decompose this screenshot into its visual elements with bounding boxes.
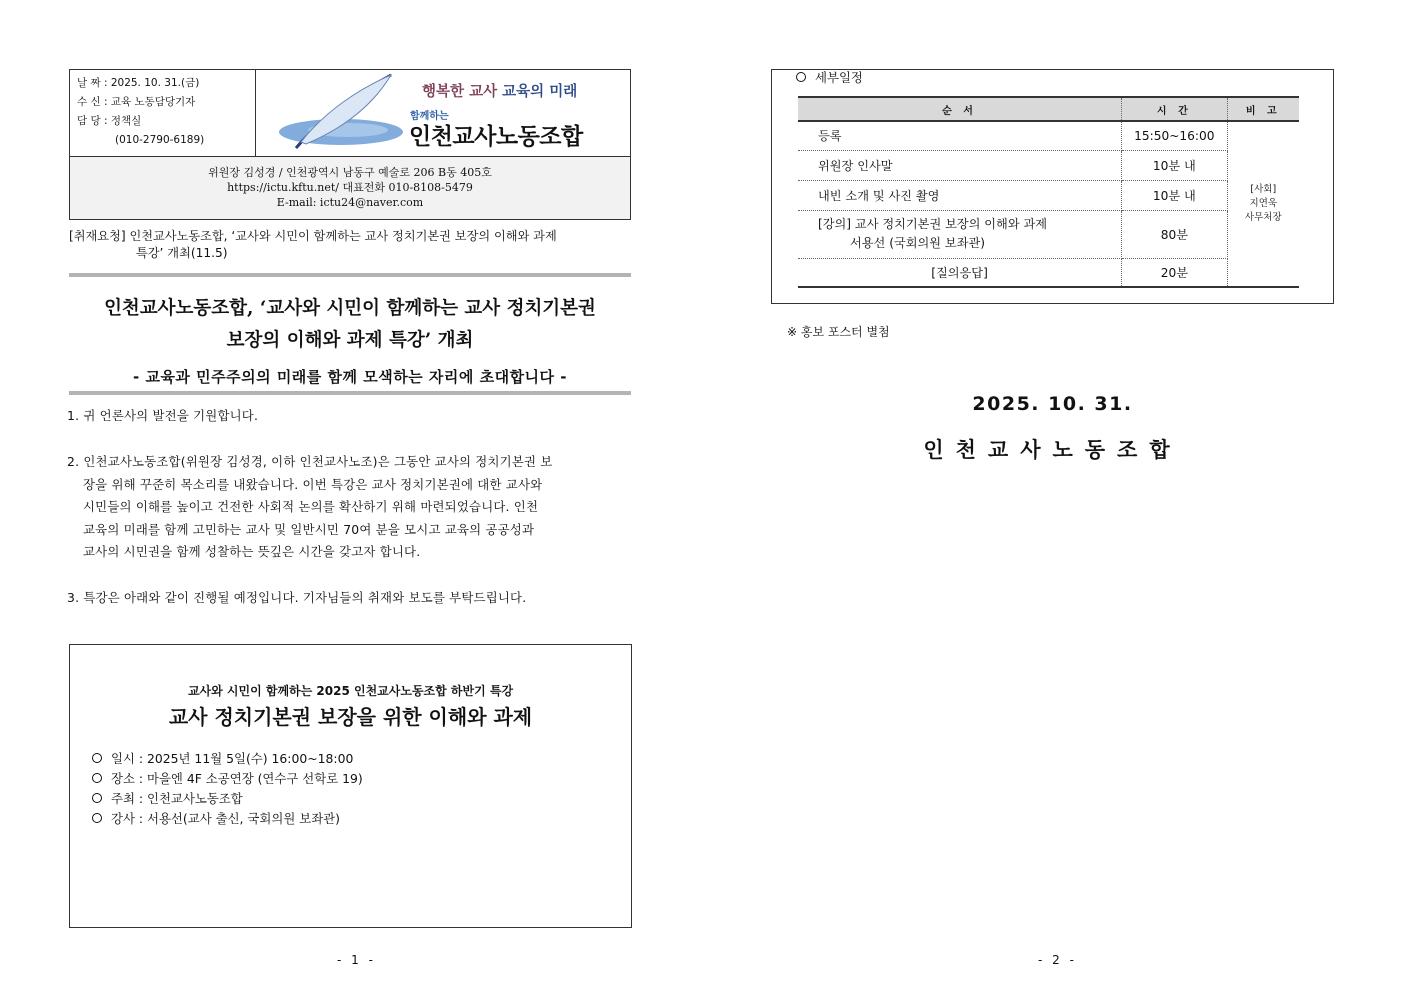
note-line: [사회] xyxy=(1250,184,1277,195)
main-title xyxy=(69,293,631,357)
table-row xyxy=(798,210,1299,258)
circle-bullet-icon xyxy=(92,753,102,763)
email: E-mail: ictu24@naver.com xyxy=(276,196,424,209)
body-paragraph-1: 1. 귀 언론사의 발전을 기원합니다. xyxy=(67,408,259,423)
circle-bullet-icon xyxy=(92,813,102,823)
event-item-datetime xyxy=(92,749,363,769)
request-line-2: 특강’ 개최(11.5) xyxy=(136,246,228,260)
event-item-text: 강사 : 서용선(교사 출신, 국회의원 보좌관) xyxy=(111,811,340,826)
table-header-row xyxy=(798,97,1299,121)
body-p2-line: 교사의 시민권을 함께 성찰하는 뜻깊은 시간을 갖고자 합니다. xyxy=(83,544,421,560)
circle-bullet-icon xyxy=(92,793,102,803)
circle-bullet-icon xyxy=(796,72,806,82)
header-recipient: 수 신 : 교육 노동담당기자 xyxy=(77,96,196,108)
note-line: 사무처장 xyxy=(1244,212,1282,223)
body-paragraph-2 xyxy=(67,451,637,564)
event-item-place xyxy=(92,769,363,789)
cell-time: 80분 xyxy=(1122,210,1227,258)
schedule-box xyxy=(771,69,1334,304)
release-date: 2025. 10. 31. xyxy=(972,393,1133,415)
poster-note: ※ 홍보 포스터 별첨 xyxy=(787,325,890,339)
logo-small-text: 함께하는 xyxy=(410,111,449,122)
cell-note xyxy=(1227,121,1299,287)
cell-time: 10분 내 xyxy=(1122,150,1227,180)
cell-order-line-2: 서용선 (국회의원 보좌관) xyxy=(850,236,985,250)
header-phone: (010-2790-6189) xyxy=(115,134,205,146)
main-title-line-1: 인천교사노동조합, ‘교사와 시민이 함께하는 교사 정치기본권 xyxy=(104,298,596,319)
event-title: 교사 정치기본권 보장을 위한 이해와 과제 xyxy=(168,705,533,729)
slogan-part2: 교육의 미래 xyxy=(502,84,578,100)
press-header-box xyxy=(69,69,631,220)
org-signature: 인천교사노동조합 xyxy=(923,438,1182,462)
col-header-time: 시 간 xyxy=(1122,97,1227,121)
logo-org-name: 인천교사노동조합 xyxy=(409,124,583,150)
table-row xyxy=(798,180,1299,210)
divider-bottom xyxy=(69,391,631,395)
header-info xyxy=(70,70,256,156)
divider-top xyxy=(69,273,631,277)
body-p2-line: 교육의 미래를 함께 고민하는 교사 및 일반시민 70여 분을 모시고 교육의 공공성과 xyxy=(83,521,535,537)
table-row xyxy=(798,150,1299,180)
slogan-part1: 행복한 교사 xyxy=(422,84,498,100)
schedule-heading xyxy=(796,68,863,86)
event-item-host xyxy=(92,789,363,809)
slogan xyxy=(422,80,577,101)
header-manager: 담 당 : 정책실 xyxy=(77,115,142,127)
circle-bullet-icon xyxy=(92,773,102,783)
schedule-heading-text: 세부일정 xyxy=(815,70,863,85)
event-details xyxy=(92,749,363,829)
event-item-text: 일시 : 2025년 11월 5일(수) 16:00~18:00 xyxy=(111,751,354,766)
cell-order-line-1: [강의] 교사 정치기본권 보장의 이해와 과제 xyxy=(818,217,1048,231)
body-p2-line: 시민들의 이해를 높이고 건전한 사회적 논의를 확산하기 위해 마련되었습니다. 인천 xyxy=(83,499,539,515)
table-row xyxy=(798,258,1299,287)
address: 위원장 김성경 / 인천광역시 남동구 예술로 206 B동 405호 xyxy=(208,166,492,179)
cell-order: 등록 xyxy=(798,121,1122,150)
table-row xyxy=(798,121,1299,150)
main-title-line-2: 보장의 이해와 과제 특강’ 개최 xyxy=(226,330,474,351)
cell-time: 10분 내 xyxy=(1122,180,1227,210)
website-phone: https://ictu.kftu.net/ 대표전화 010-8108-5479 xyxy=(227,181,473,194)
col-header-note: 비 고 xyxy=(1227,97,1299,121)
union-logo xyxy=(256,70,630,156)
event-subtitle: 교사와 시민이 함께하는 2025 인천교사노동조합 하반기 특강 xyxy=(187,684,514,698)
event-item-speaker xyxy=(92,809,363,829)
event-box xyxy=(69,644,632,928)
cell-time: 15:50~16:00 xyxy=(1122,121,1227,150)
event-item-text: 주최 : 인천교사노동조합 xyxy=(111,791,243,806)
cell-order: 내빈 소개 및 사진 촬영 xyxy=(798,180,1122,210)
schedule-table xyxy=(798,96,1299,288)
cell-order xyxy=(798,210,1122,258)
col-header-order: 순 서 xyxy=(798,97,1122,121)
body-p2-line: 2. 인천교사노동조합(위원장 김성경, 이하 인천교사노조)은 그동안 교사의 정치기본권 보 xyxy=(67,454,553,469)
header-date: 날 짜 : 2025. 10. 31.(금) xyxy=(77,77,200,89)
cell-time: 20분 xyxy=(1122,258,1227,287)
leaf-logo-icon xyxy=(256,70,406,156)
request-line-1: [취재요청] 인천교사노동조합, ‘교사와 시민이 함께하는 교사 정치기본권 보장의 이해와 과제 xyxy=(69,229,557,243)
request-title xyxy=(69,228,635,262)
event-item-text: 장소 : 마을엔 4F 소공연장 (연수구 선학로 19) xyxy=(111,771,363,786)
subtitle: - 교육과 민주주의의 미래를 함께 모색하는 자리에 초대합니다 - xyxy=(133,368,567,386)
cell-order: [질의응답] xyxy=(798,258,1122,287)
note-line: 지연욱 xyxy=(1249,198,1278,209)
body-p2-line: 장을 위해 꾸준히 목소리를 내왔습니다. 이번 특강은 교사 정치기본권에 대한 교사와 xyxy=(83,476,543,492)
cell-order: 위원장 인사말 xyxy=(798,150,1122,180)
page-number-1: - 1 - xyxy=(337,953,376,967)
body-paragraph-3: 3. 특강은 아래와 같이 진행될 예정입니다. 기자님들의 취재와 보도를 부탁드립니다. xyxy=(67,590,527,605)
page-number-2: - 2 - xyxy=(1038,953,1077,967)
header-contact xyxy=(70,156,630,219)
